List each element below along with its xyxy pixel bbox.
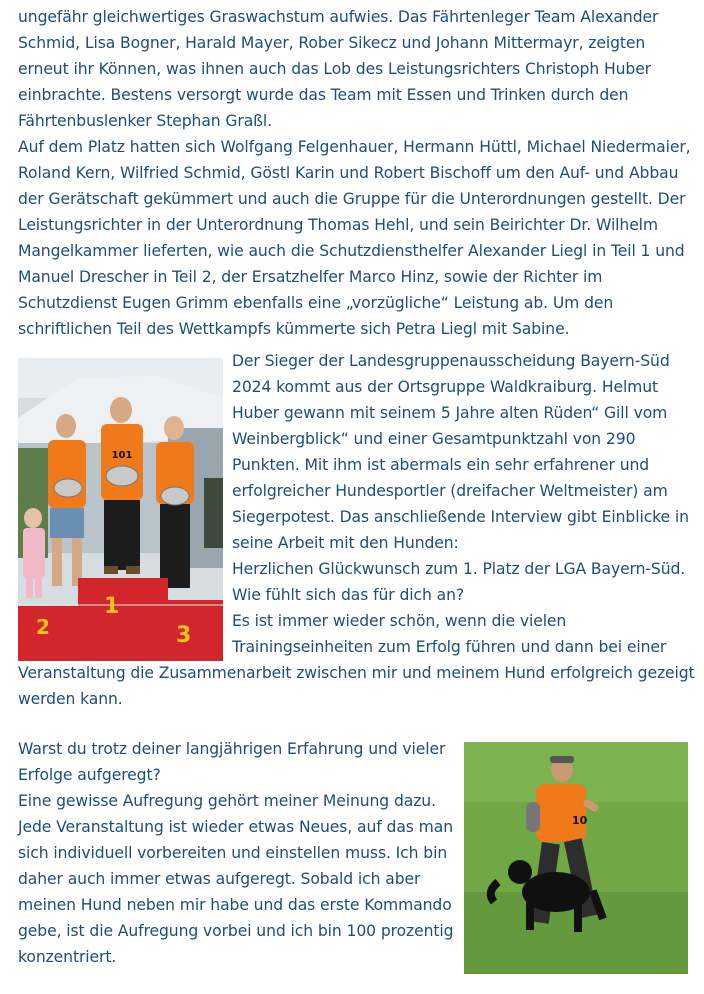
bib-number-text: 101	[111, 450, 133, 461]
text-line: Manuel Drescher in Teil 2, der Ersatzhelfer Marco Hinz, sowie der Richter im	[18, 268, 603, 286]
podium-photo	[18, 358, 223, 661]
text-line: meinen Hund neben mir habe und das erste Kommando	[18, 896, 452, 914]
text-line: Warst du trotz deiner langjährigen Erfahrung und vieler	[18, 740, 446, 758]
text-line: Schmid, Lisa Bogner, Harald Mayer, Rober Sikecz und Johann Mittermayr, zeigten	[18, 34, 646, 52]
text-line: der Gerätschaft gekümmert und auch die Gruppe für die Unterordnungen gestellt. Der	[18, 190, 686, 208]
text-line: Veranstaltung die Zusammenarbeit zwischen mir und meinem Hund erfolgreich gezeigt	[18, 664, 695, 682]
dog-handler-image	[464, 742, 688, 974]
text-line: Schutzdienst Eugen Grimm ebenfalls eine „vorzügliche“ Leistung ab. Um den	[18, 294, 614, 312]
text-line: Eine gewisse Aufregung gehört meiner Meinung dazu.	[18, 792, 436, 810]
text-line: Wie fühlt sich das für dich an?	[232, 586, 465, 604]
podium-place-2: 2	[36, 615, 50, 639]
text-line: Auf dem Platz hatten sich Wolfgang Felgenhauer, Hermann Hüttl, Michael Niedermaier,	[18, 138, 691, 156]
text-line: Roland Kern, Wilfried Schmid, Göstl Karin und Robert Bischoff um den Auf- und Abbau	[18, 164, 679, 182]
text-line: ungefähr gleichwertiges Graswachstum aufwies. Das Fährtenleger Team Alexander	[18, 8, 659, 26]
dog-handler-photo	[464, 742, 688, 974]
text-line: Huber gewann mit seinem 5 Jahre alten Rüden“ Gill vom	[232, 404, 668, 422]
text-line: Punkten. Mit ihm ist abermals ein sehr erfahrener und	[232, 456, 650, 474]
text-line: Der Sieger der Landesgruppenausscheidung Bayern-Süd	[232, 352, 670, 370]
text-line: daher auch immer etwas aufgeregt. Sobald ich aber	[18, 870, 421, 888]
podium-image	[18, 358, 223, 661]
text-line: erneut ihr Können, was ihnen auch das Lob des Leistungsrichters Christoph Huber	[18, 60, 651, 78]
text-line: 2024 kommt aus der Ortsgruppe Waldkraiburg. Helmut	[232, 378, 659, 396]
dog-photo-bib-number: 10	[572, 814, 588, 827]
text-line: Leistungsrichter in der Unterordnung Thomas Hehl, und sein Beirichter Dr. Wilhelm	[18, 216, 659, 234]
text-line: einbrachte. Bestens versorgt wurde das Team mit Essen und Trinken durch den	[18, 86, 629, 104]
text-line: erfolgreicher Hundesportler (dreifacher Weltmeister) am	[232, 482, 668, 500]
text-line: schriftlichen Teil des Wettkampfs kümmerte sich Petra Liegl mit Sabine.	[18, 320, 570, 338]
text-line: Fährtenbuslenker Stephan Graßl.	[18, 112, 272, 130]
podium-place-1: 1	[104, 594, 120, 619]
text-line: Jede Veranstaltung ist wieder etwas Neues, auf das man	[18, 818, 453, 836]
text-line: werden kann.	[18, 690, 123, 708]
text-line: Es ist immer wieder schön, wenn die vielen	[232, 612, 567, 630]
text-line: Siegerpotest. Das anschließende Interview gibt Einblicke in	[232, 508, 689, 526]
text-line: Trainingseinheiten zum Erfolg führen und dann bei einer	[232, 638, 667, 656]
text-line: Mangelkammer lieferten, wie auch die Schutzdiensthelfer Alexander Liegl in Teil 1 und	[18, 242, 685, 260]
text-line: konzentriert.	[18, 948, 117, 966]
text-line: sich individuell vorbereiten und einstellen muss. Ich bin	[18, 844, 448, 862]
text-line: Herzlichen Glückwunsch zum 1. Platz der LGA Bayern-Süd.	[232, 560, 686, 578]
text-line: gebe, ist die Aufregung vorbei und ich bin 100 prozentig	[18, 922, 454, 940]
text-line: seine Arbeit mit den Hunden:	[232, 534, 459, 552]
podium-place-3: 3	[176, 623, 192, 648]
text-line: Weinbergblick“ und einer Gesamtpunktzahl von 290	[232, 430, 636, 448]
text-line: Erfolge aufgeregt?	[18, 766, 161, 784]
